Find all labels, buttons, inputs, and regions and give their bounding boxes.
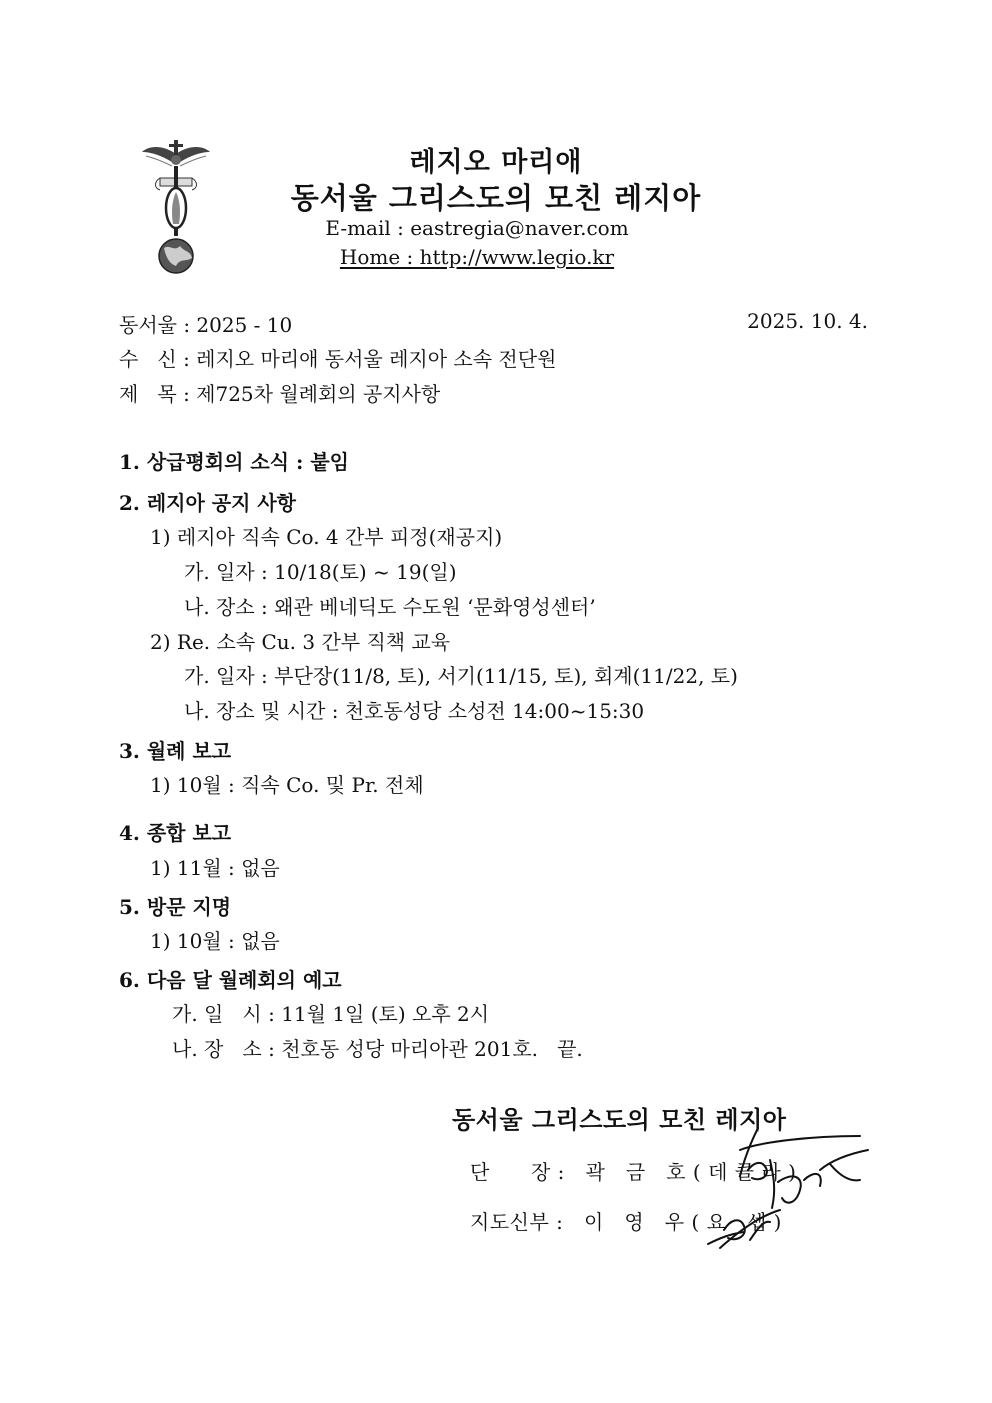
section-heading: 2. 레지아 공지 사항 [119,491,297,515]
list-item: 1) 레지아 직속 Co. 4 간부 피정(재공지) [150,525,503,549]
handwritten-signature [700,1120,875,1255]
recipient-line: 수 신 : 레지오 마리애 동서울 레지아 소속 전단원 [119,347,557,371]
org-title-line2: 동서울 그리스도의 모친 레지아 [290,181,702,215]
list-item: 1) 10월 : 직속 Co. 및 Pr. 전체 [150,773,424,797]
spiritual-director-line: 지도신부 : 이 영 우 ( 요 셉 ) [470,1210,782,1234]
subject-line: 제 목 : 제725차 월례회의 공지사항 [119,382,441,406]
document-number: 동서울 : 2025 - 10 [119,313,293,337]
list-item: 1) 11월 : 없음 [150,856,280,880]
homepage-link[interactable] [0,245,954,269]
list-item: 1) 10월 : 없음 [150,929,280,953]
signature-organization: 동서울 그리스도의 모친 레지아 [452,1105,787,1134]
document-date: 2025. 10. 4. [747,309,868,333]
list-item: 2) Re. 소속 Cu. 3 간부 직책 교육 [150,630,451,654]
list-item: 가. 일자 : 부단장(11/8, 토), 서기(11/15, 토), 회계(11/22, 토) [184,664,738,688]
email-contact: E-mail : eastregia@naver.com [325,216,629,240]
section-heading: 3. 월례 보고 [119,739,232,763]
list-item: 나. 장소 및 시간 : 천호동성당 소성전 14:00~15:30 [184,699,645,723]
list-item: 나. 장소 : 왜관 베네딕도 수도원 ‘문화영성센터’ [184,595,596,619]
list-item: 나. 장 소 : 천호동 성당 마리아관 201호. 끝. [172,1037,583,1061]
section-heading: 5. 방문 지명 [119,895,232,919]
leader-line: 단 장 : 곽 금 호 ( 데 클 라 ) [470,1160,797,1184]
section-heading: 6. 다음 달 월례회의 예고 [119,968,342,992]
list-item: 가. 일 시 : 11월 1일 (토) 오후 2시 [172,1002,490,1026]
list-item: 가. 일자 : 10/18(토) ~ 19(일) [184,560,457,584]
org-title-line1: 레지오 마리애 [409,147,583,178]
section-heading: 4. 종합 보고 [119,821,232,845]
homepage-link-text[interactable]: Home : http://www.legio.kr [339,245,615,269]
section-heading: 1. 상급평회의 소식 : 붙임 [119,450,349,474]
